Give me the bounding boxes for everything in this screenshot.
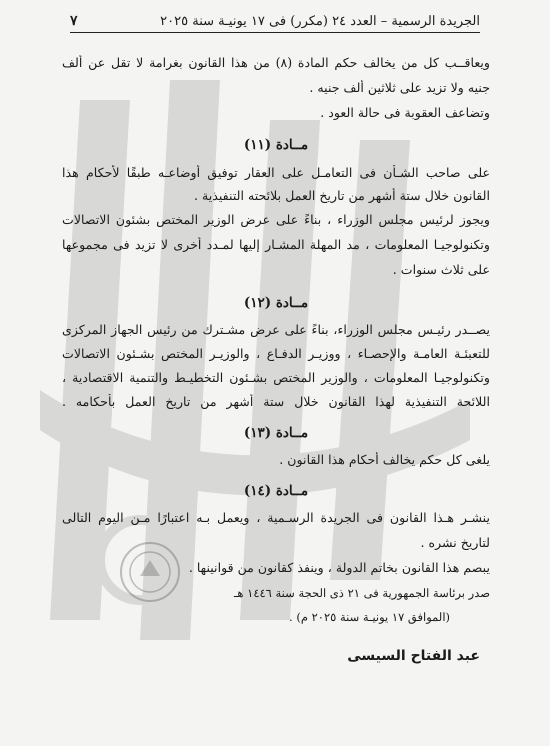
text-line: يلغى كل حكم يخالف أحكام هذا القانون . xyxy=(279,452,490,467)
article-heading-13: مــادة (١٣) xyxy=(243,425,309,441)
page-header xyxy=(70,10,480,33)
article-heading-12: مــادة (١٢) xyxy=(243,295,309,311)
page-number: ٧ xyxy=(70,13,78,29)
text-line: للتعبئـة العامـة والإحصـاء ، ووزيـر الدفـاع ، والوزيـر المختص بشـئون الاتصالات xyxy=(62,346,490,361)
text-line: لتاريخ نشره . xyxy=(420,535,490,550)
text-line: جنيه ولا تزيد على ثلاثين ألف جنيه . xyxy=(309,80,490,95)
text-line: صدر برئاسة الجمهورية فى ٢١ ذى الحجة سنة ١٤٤٦ هـ xyxy=(234,586,490,600)
text-line: يبصم هذا القانون بخاتم الدولة ، وينفذ كقانون من قوانينها . xyxy=(188,560,490,575)
text-line: اللائحة التنفيذية لهذا القانون خلال ستة أشهر من تاريخ العمل بأحكامه . xyxy=(62,394,490,409)
text-line: القانون خلال ستة أشهر من تاريخ العمل بلائحته التنفيذية . xyxy=(194,188,490,203)
text-line: ويجوز لرئيس مجلس الوزراء ، بناءً على عرض الوزير المختص بشئون الاتصالات xyxy=(62,212,490,227)
text-line: وتضاعف العقوبة فى حالة العود . xyxy=(320,105,490,120)
signature: عبد الفتاح السيسى xyxy=(347,648,480,664)
text-line: (الموافق ١٧ يونيـة سنة ٢٠٢٥ م) . xyxy=(289,610,450,624)
text-line: ينشـر هـذا القانون فى الجريدة الرسـمية ، ويعمل بـه اعتبارًا مـن اليوم التالى xyxy=(62,510,490,525)
header-title: الجريدة الرسمية – العدد ٢٤ (مكرر) فى ١٧ يونيـة سنة ٢٠٢٥ xyxy=(160,13,480,29)
article-heading-11: مــادة (١١) xyxy=(243,137,309,153)
state-seal-icon xyxy=(118,540,182,604)
text-line: ويعاقــب كل من يخالف حكم المادة (٨) من هذا القانون بغرامة لا تقل عن ألف xyxy=(62,55,490,70)
article-heading-14: مــادة (١٤) xyxy=(243,483,309,499)
text-line: وتكنولوجيـا المعلومات ، مد المهلة المشـار إليها لمـدد أخرى لا تزيد فى مجموعها xyxy=(62,237,490,252)
text-line: على ثلاث سنوات . xyxy=(392,262,490,277)
text-line: على صاحب الشـأن فى التعامـل على العقار توفيق أوضاعـه طبقًا لأحكام هذا xyxy=(62,165,490,180)
text-line: يصــدر رئيـس مجلس الوزراء، بناءً على عرض مشـترك من رئيس الجهاز المركزى xyxy=(62,322,490,337)
text-line: وتكنولوجيـا المعلومات ، والوزير المختص بشـئون التخطيـط والتنمية الاقتصادية ، xyxy=(62,370,490,385)
